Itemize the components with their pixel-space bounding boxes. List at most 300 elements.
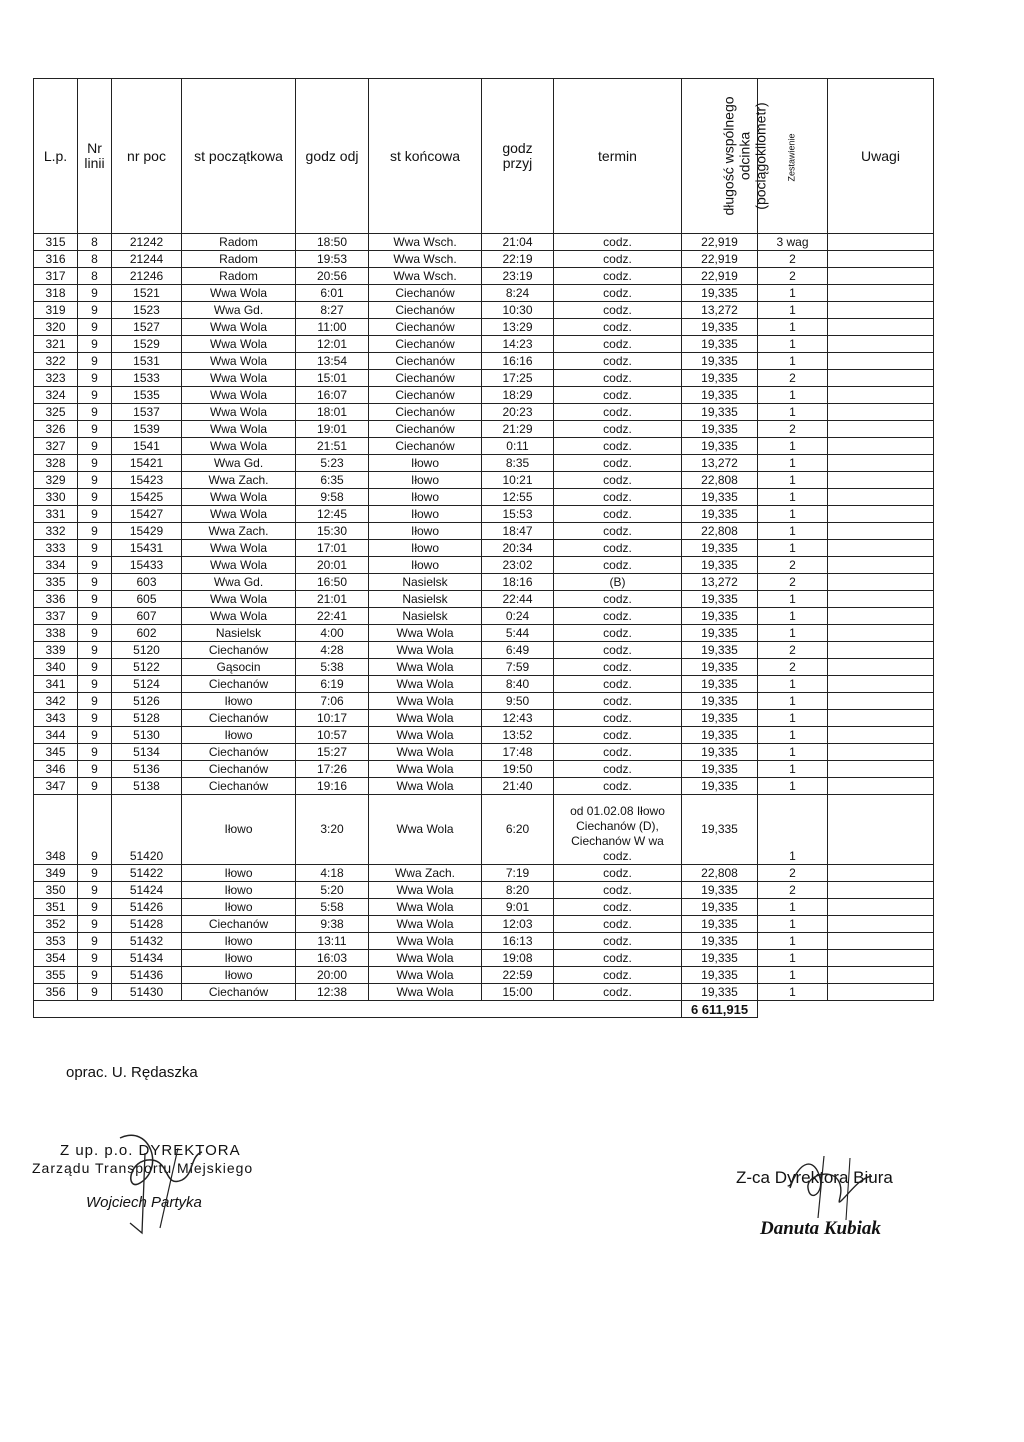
cell-termin: codz.: [554, 591, 682, 608]
cell-godz-przyj: 8:20: [482, 882, 554, 899]
cell-lp: 333: [34, 540, 78, 557]
table-row: [34, 795, 934, 865]
cell-godz-przyj: 8:40: [482, 676, 554, 693]
cell-linia: 9: [78, 591, 112, 608]
cell-lp: 325: [34, 404, 78, 421]
table-row: [34, 591, 934, 608]
cell-st-pocz: Gąsocin: [182, 659, 296, 676]
cell-zestawienie: 2: [758, 882, 828, 899]
cell-godz-odj: 15:27: [296, 744, 369, 761]
stamp-right-line2: Danuta Kubiak: [760, 1218, 881, 1239]
cell-uwagi: [828, 540, 934, 557]
cell-st-pocz: Wwa Gd.: [182, 574, 296, 591]
cell-zestawienie: 1: [758, 984, 828, 1001]
cell-st-konc: Ciechanów: [369, 387, 482, 404]
cell-nr-poc: 51432: [112, 933, 182, 950]
cell-uwagi: [828, 642, 934, 659]
cell-st-konc: Iłowo: [369, 523, 482, 540]
cell-godz-odj: 7:06: [296, 693, 369, 710]
cell-zestawienie: 1: [758, 438, 828, 455]
cell-dlugosc: 19,335: [682, 693, 758, 710]
cell-godz-odj: 12:01: [296, 336, 369, 353]
cell-st-konc: Wwa Wola: [369, 761, 482, 778]
cell-nr-poc: 51434: [112, 950, 182, 967]
cell-godz-przyj: 9:01: [482, 899, 554, 916]
cell-godz-odj: 16:03: [296, 950, 369, 967]
cell-termin: codz.: [554, 455, 682, 472]
cell-termin: codz.: [554, 761, 682, 778]
header-termin: termin: [554, 79, 682, 234]
cell-st-konc: Iłowo: [369, 455, 482, 472]
cell-lp: 331: [34, 506, 78, 523]
cell-st-pocz: Ciechanów: [182, 744, 296, 761]
cell-nr-poc: 21242: [112, 234, 182, 251]
cell-st-konc: Wwa Wsch.: [369, 268, 482, 285]
cell-lp: 324: [34, 387, 78, 404]
cell-zestawienie: 1: [758, 387, 828, 404]
cell-linia: 9: [78, 950, 112, 967]
cell-uwagi: [828, 489, 934, 506]
cell-linia: 9: [78, 506, 112, 523]
cell-nr-poc: 5130: [112, 727, 182, 744]
cell-godz-przyj: 10:30: [482, 302, 554, 319]
cell-dlugosc: 19,335: [682, 540, 758, 557]
cell-linia: 9: [78, 336, 112, 353]
cell-zestawienie: 1: [758, 899, 828, 916]
cell-dlugosc: 13,272: [682, 455, 758, 472]
cell-godz-przyj: 16:16: [482, 353, 554, 370]
cell-st-konc: Wwa Wola: [369, 933, 482, 950]
cell-lp: 353: [34, 933, 78, 950]
cell-nr-poc: 51424: [112, 882, 182, 899]
header-st-koncowa: st końcowa: [369, 79, 482, 234]
cell-dlugosc: 19,335: [682, 967, 758, 984]
cell-termin: codz.: [554, 899, 682, 916]
cell-godz-przyj: 21:29: [482, 421, 554, 438]
cell-nr-poc: 51428: [112, 916, 182, 933]
cell-nr-poc: 15425: [112, 489, 182, 506]
cell-dlugosc: 19,335: [682, 319, 758, 336]
table-row: [34, 693, 934, 710]
cell-linia: 9: [78, 744, 112, 761]
cell-lp: 315: [34, 234, 78, 251]
cell-uwagi: [828, 268, 934, 285]
cell-st-pocz: Iłowo: [182, 950, 296, 967]
cell-st-pocz: Wwa Wola: [182, 387, 296, 404]
table-row: [34, 608, 934, 625]
cell-lp: 355: [34, 967, 78, 984]
cell-godz-przyj: 21:40: [482, 778, 554, 795]
cell-godz-przyj: 23:02: [482, 557, 554, 574]
cell-termin: codz.: [554, 302, 682, 319]
cell-linia: 9: [78, 693, 112, 710]
cell-nr-poc: 607: [112, 608, 182, 625]
cell-lp: 322: [34, 353, 78, 370]
table-row: [34, 744, 934, 761]
cell-godz-odj: 10:57: [296, 727, 369, 744]
cell-st-pocz: Iłowo: [182, 693, 296, 710]
cell-termin: codz.: [554, 353, 682, 370]
cell-linia: 9: [78, 933, 112, 950]
cell-st-pocz: Ciechanów: [182, 778, 296, 795]
cell-lp: 329: [34, 472, 78, 489]
cell-godz-odj: 19:01: [296, 421, 369, 438]
cell-st-pocz: Wwa Wola: [182, 421, 296, 438]
cell-godz-odj: 16:07: [296, 387, 369, 404]
cell-uwagi: [828, 591, 934, 608]
cell-lp: 340: [34, 659, 78, 676]
cell-dlugosc: 19,335: [682, 642, 758, 659]
cell-nr-poc: 5124: [112, 676, 182, 693]
cell-nr-poc: 1535: [112, 387, 182, 404]
cell-godz-przyj: 16:13: [482, 933, 554, 950]
cell-st-konc: Nasielsk: [369, 608, 482, 625]
cell-dlugosc: 19,335: [682, 336, 758, 353]
table-row: [34, 882, 934, 899]
cell-godz-przyj: 10:21: [482, 472, 554, 489]
cell-st-pocz: Ciechanów: [182, 710, 296, 727]
cell-st-konc: Wwa Wola: [369, 710, 482, 727]
table-row: [34, 659, 934, 676]
cell-nr-poc: 15431: [112, 540, 182, 557]
cell-dlugosc: 19,335: [682, 370, 758, 387]
cell-st-pocz: Ciechanów: [182, 984, 296, 1001]
cell-zestawienie: 2: [758, 865, 828, 882]
stamp-left-line3: Wojciech Partyka: [86, 1194, 202, 1211]
cell-termin: codz.: [554, 984, 682, 1001]
cell-termin: codz.: [554, 916, 682, 933]
cell-godz-przyj: 6:49: [482, 642, 554, 659]
cell-linia: 9: [78, 489, 112, 506]
cell-st-pocz: Wwa Wola: [182, 506, 296, 523]
cell-termin: codz.: [554, 540, 682, 557]
cell-nr-poc: 5128: [112, 710, 182, 727]
cell-uwagi: [828, 336, 934, 353]
cell-st-konc: Ciechanów: [369, 302, 482, 319]
cell-st-konc: Ciechanów: [369, 438, 482, 455]
cell-godz-odj: 13:11: [296, 933, 369, 950]
cell-st-konc: Ciechanów: [369, 319, 482, 336]
cell-linia: 9: [78, 642, 112, 659]
cell-godz-przyj: 7:19: [482, 865, 554, 882]
cell-dlugosc: 19,335: [682, 506, 758, 523]
cell-nr-poc: 1539: [112, 421, 182, 438]
cell-godz-odj: 21:51: [296, 438, 369, 455]
cell-termin: codz.: [554, 489, 682, 506]
cell-lp: 354: [34, 950, 78, 967]
cell-st-konc: Wwa Wola: [369, 967, 482, 984]
cell-godz-przyj: 22:44: [482, 591, 554, 608]
cell-zestawienie: 2: [758, 574, 828, 591]
cell-st-konc: Wwa Wola: [369, 642, 482, 659]
table-row: [34, 523, 934, 540]
cell-linia: 9: [78, 319, 112, 336]
cell-linia: 9: [78, 370, 112, 387]
cell-godz-odj: 6:19: [296, 676, 369, 693]
cell-termin: codz.: [554, 404, 682, 421]
cell-godz-odj: 11:00: [296, 319, 369, 336]
cell-nr-poc: 51426: [112, 899, 182, 916]
cell-godz-przyj: 12:03: [482, 916, 554, 933]
cell-godz-odj: 13:54: [296, 353, 369, 370]
cell-uwagi: [828, 676, 934, 693]
cell-godz-odj: 9:58: [296, 489, 369, 506]
cell-nr-poc: 5136: [112, 761, 182, 778]
table-row: [34, 353, 934, 370]
cell-godz-przyj: 18:16: [482, 574, 554, 591]
header-row: [34, 79, 934, 234]
cell-termin: codz.: [554, 778, 682, 795]
cell-zestawienie: 2: [758, 557, 828, 574]
cell-linia: 9: [78, 574, 112, 591]
table-row: [34, 865, 934, 882]
total-spacer: [758, 1001, 934, 1018]
cell-zestawienie: 1: [758, 336, 828, 353]
cell-st-pocz: Wwa Wola: [182, 370, 296, 387]
cell-zestawienie: 1: [758, 523, 828, 540]
cell-st-konc: Iłowo: [369, 506, 482, 523]
cell-nr-poc: 1533: [112, 370, 182, 387]
cell-zestawienie: 1: [758, 727, 828, 744]
cell-termin: codz.: [554, 642, 682, 659]
cell-uwagi: [828, 882, 934, 899]
cell-dlugosc: 22,808: [682, 523, 758, 540]
cell-termin: codz.: [554, 882, 682, 899]
cell-st-pocz: Ciechanów: [182, 761, 296, 778]
cell-termin: (B): [554, 574, 682, 591]
cell-st-konc: Ciechanów: [369, 285, 482, 302]
cell-linia: 9: [78, 472, 112, 489]
cell-zestawienie: 1: [758, 302, 828, 319]
cell-godz-przyj: 8:35: [482, 455, 554, 472]
cell-dlugosc: 19,335: [682, 727, 758, 744]
cell-nr-poc: 15421: [112, 455, 182, 472]
cell-dlugosc: 19,335: [682, 285, 758, 302]
cell-termin: codz.: [554, 865, 682, 882]
table-row: [34, 967, 934, 984]
cell-godz-odj: 12:45: [296, 506, 369, 523]
cell-linia: 9: [78, 795, 112, 865]
cell-dlugosc: 19,335: [682, 933, 758, 950]
cell-nr-poc: 1531: [112, 353, 182, 370]
cell-lp: 341: [34, 676, 78, 693]
table-row: [34, 506, 934, 523]
cell-st-konc: Wwa Wola: [369, 693, 482, 710]
cell-linia: 9: [78, 404, 112, 421]
cell-lp: 347: [34, 778, 78, 795]
cell-nr-poc: 1537: [112, 404, 182, 421]
table-row: [34, 438, 934, 455]
cell-godz-odj: 20:01: [296, 557, 369, 574]
cell-st-pocz: Ciechanów: [182, 642, 296, 659]
cell-lp: 351: [34, 899, 78, 916]
cell-uwagi: [828, 795, 934, 865]
cell-st-konc: Ciechanów: [369, 336, 482, 353]
cell-termin: codz.: [554, 285, 682, 302]
table-body-after: [34, 865, 934, 1001]
cell-godz-odj: 17:26: [296, 761, 369, 778]
cell-zestawienie: 1: [758, 761, 828, 778]
table-row: [34, 557, 934, 574]
cell-godz-odj: 18:01: [296, 404, 369, 421]
cell-godz-odj: 21:01: [296, 591, 369, 608]
cell-uwagi: [828, 693, 934, 710]
cell-uwagi: [828, 251, 934, 268]
cell-st-konc: Iłowo: [369, 540, 482, 557]
cell-st-pocz: Wwa Wola: [182, 591, 296, 608]
cell-nr-poc: 605: [112, 591, 182, 608]
cell-st-pocz: Radom: [182, 268, 296, 285]
cell-zestawienie: 1: [758, 795, 828, 865]
cell-uwagi: [828, 557, 934, 574]
cell-godz-przyj: 19:08: [482, 950, 554, 967]
cell-godz-przyj: 22:19: [482, 251, 554, 268]
cell-dlugosc: 19,335: [682, 916, 758, 933]
table-row: [34, 642, 934, 659]
cell-linia: 9: [78, 916, 112, 933]
cell-godz-przyj: 18:29: [482, 387, 554, 404]
cell-uwagi: [828, 659, 934, 676]
cell-termin: codz.: [554, 319, 682, 336]
cell-st-konc: Wwa Wola: [369, 727, 482, 744]
cell-st-pocz: Iłowo: [182, 882, 296, 899]
cell-lp: 319: [34, 302, 78, 319]
cell-termin: codz.: [554, 438, 682, 455]
cell-st-pocz: Nasielsk: [182, 625, 296, 642]
cell-godz-przyj: 17:48: [482, 744, 554, 761]
table-row: [34, 455, 934, 472]
cell-st-pocz: Wwa Wola: [182, 285, 296, 302]
cell-uwagi: [828, 302, 934, 319]
cell-dlugosc: 19,335: [682, 795, 758, 865]
cell-zestawienie: 1: [758, 967, 828, 984]
stamp-right: [730, 1160, 990, 1270]
cell-nr-poc: 15429: [112, 523, 182, 540]
cell-godz-przyj: 7:59: [482, 659, 554, 676]
cell-lp: 316: [34, 251, 78, 268]
cell-godz-odj: 22:41: [296, 608, 369, 625]
cell-st-pocz: Wwa Zach.: [182, 523, 296, 540]
cell-st-konc: Nasielsk: [369, 591, 482, 608]
cell-godz-przyj: 20:34: [482, 540, 554, 557]
cell-godz-przyj: 15:00: [482, 984, 554, 1001]
signature-left-icon: [90, 1128, 220, 1238]
cell-dlugosc: 22,808: [682, 865, 758, 882]
cell-dlugosc: 19,335: [682, 882, 758, 899]
cell-termin: codz.: [554, 251, 682, 268]
cell-uwagi: [828, 234, 934, 251]
header-godz-przyj: godz przyj: [482, 79, 554, 234]
cell-zestawienie: 1: [758, 778, 828, 795]
cell-uwagi: [828, 899, 934, 916]
cell-dlugosc: 19,335: [682, 710, 758, 727]
cell-st-pocz: Iłowo: [182, 933, 296, 950]
stamp-left-line2: Zarządu Transportu Miejskiego: [32, 1160, 254, 1176]
table-row: [34, 285, 934, 302]
cell-nr-poc: 5120: [112, 642, 182, 659]
cell-st-konc: Iłowo: [369, 472, 482, 489]
cell-dlugosc: 19,335: [682, 489, 758, 506]
cell-linia: 8: [78, 268, 112, 285]
cell-dlugosc: 19,335: [682, 387, 758, 404]
cell-lp: 326: [34, 421, 78, 438]
cell-linia: 9: [78, 865, 112, 882]
cell-st-pocz: Radom: [182, 251, 296, 268]
cell-nr-poc: 602: [112, 625, 182, 642]
cell-zestawienie: 1: [758, 950, 828, 967]
cell-uwagi: [828, 865, 934, 882]
cell-st-konc: Wwa Wola: [369, 950, 482, 967]
cell-termin: codz.: [554, 625, 682, 642]
cell-uwagi: [828, 319, 934, 336]
table-row: [34, 984, 934, 1001]
cell-linia: 9: [78, 778, 112, 795]
cell-nr-poc: 15433: [112, 557, 182, 574]
cell-lp: 338: [34, 625, 78, 642]
cell-godz-odj: 8:27: [296, 302, 369, 319]
cell-uwagi: [828, 967, 934, 984]
cell-linia: 9: [78, 984, 112, 1001]
cell-linia: 9: [78, 676, 112, 693]
cell-zestawienie: 2: [758, 251, 828, 268]
cell-lp: 327: [34, 438, 78, 455]
table-row: [34, 676, 934, 693]
cell-lp: 337: [34, 608, 78, 625]
table-row: [34, 916, 934, 933]
cell-st-konc: Ciechanów: [369, 421, 482, 438]
cell-linia: 9: [78, 625, 112, 642]
cell-linia: 9: [78, 761, 112, 778]
cell-lp: 334: [34, 557, 78, 574]
cell-godz-przyj: 13:29: [482, 319, 554, 336]
cell-nr-poc: 51422: [112, 865, 182, 882]
cell-dlugosc: 19,335: [682, 659, 758, 676]
cell-zestawienie: 2: [758, 421, 828, 438]
cell-uwagi: [828, 916, 934, 933]
cell-uwagi: [828, 472, 934, 489]
cell-zestawienie: 1: [758, 353, 828, 370]
cell-uwagi: [828, 370, 934, 387]
cell-st-pocz: Ciechanów: [182, 916, 296, 933]
cell-lp: 343: [34, 710, 78, 727]
cell-nr-poc: 5138: [112, 778, 182, 795]
cell-dlugosc: 19,335: [682, 591, 758, 608]
cell-termin: codz.: [554, 950, 682, 967]
cell-godz-odj: 16:50: [296, 574, 369, 591]
cell-termin: codz.: [554, 472, 682, 489]
cell-termin: codz.: [554, 336, 682, 353]
header-uwagi: Uwagi: [828, 79, 934, 234]
cell-uwagi: [828, 933, 934, 950]
cell-linia: 9: [78, 302, 112, 319]
cell-dlugosc: 13,272: [682, 574, 758, 591]
stamp-right-line1: Z-ca Dyrektora Biura: [736, 1168, 893, 1187]
cell-linia: 9: [78, 285, 112, 302]
cell-st-pocz: Iłowo: [182, 967, 296, 984]
cell-dlugosc: 19,335: [682, 899, 758, 916]
cell-lp: 342: [34, 693, 78, 710]
cell-linia: 9: [78, 727, 112, 744]
cell-godz-przyj: 14:23: [482, 336, 554, 353]
cell-st-konc: Wwa Wsch.: [369, 251, 482, 268]
cell-st-pocz: Wwa Gd.: [182, 455, 296, 472]
timetable-table: [33, 78, 934, 1018]
cell-lp: 346: [34, 761, 78, 778]
cell-godz-odj: 4:28: [296, 642, 369, 659]
cell-zestawienie: 1: [758, 404, 828, 421]
cell-dlugosc: 13,272: [682, 302, 758, 319]
cell-godz-przyj: 6:20: [482, 795, 554, 865]
